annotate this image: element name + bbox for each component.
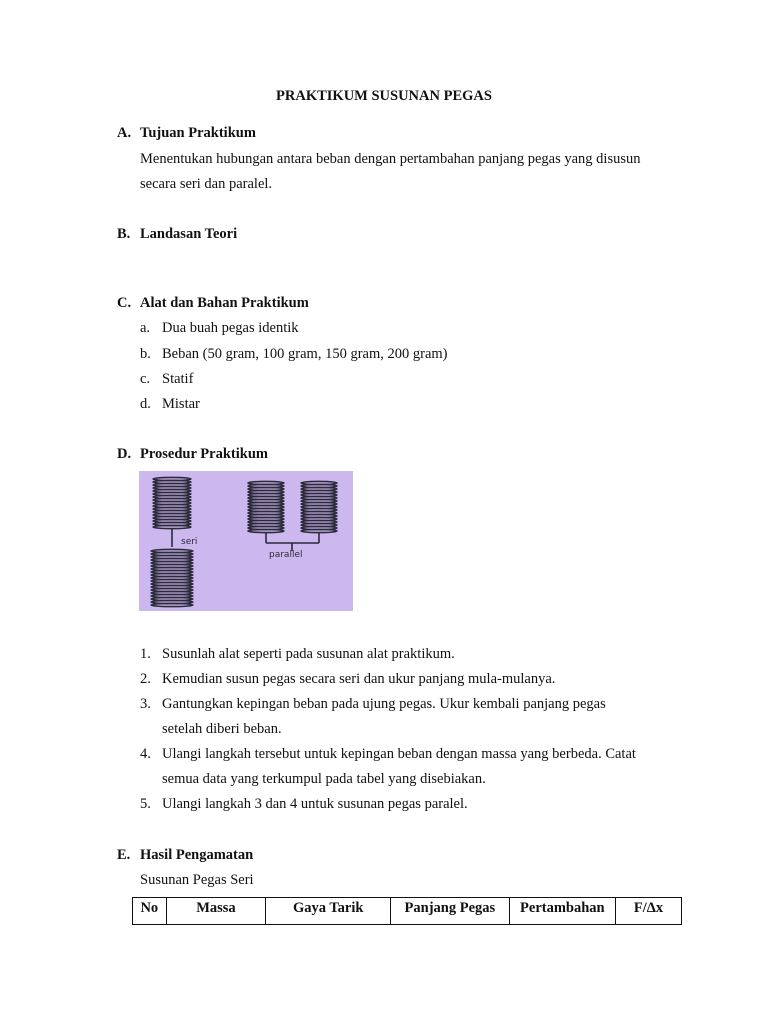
seri-label: seri: [181, 537, 198, 547]
list-item-text: Dua buah pegas identik: [162, 320, 299, 336]
table-header-cell: F/Δx: [616, 898, 682, 925]
series-spring-top: [153, 477, 191, 528]
section-c-heading: Alat dan Bahan Praktikum: [140, 295, 309, 311]
section-b-heading: Landasan Teori: [140, 226, 238, 242]
step-marker: 4.: [140, 746, 151, 762]
step-text: Ulangi langkah 3 dan 4 untuk susunan pegas paralel.: [162, 796, 468, 812]
list-item-text: Mistar: [162, 396, 200, 412]
spring-diagram: [139, 471, 353, 611]
step-text: Kemudian susun pegas secara seri dan ukur panjang mula-mulanya.: [162, 671, 556, 687]
list-item-marker: a.: [140, 320, 151, 336]
table-header-cell: Panjang Pegas: [391, 898, 509, 925]
table-header-cell: Massa: [166, 898, 266, 925]
step-marker: 3.: [140, 696, 151, 712]
series-spring-bottom: [151, 549, 193, 606]
section-e-heading: Hasil Pengamatan: [140, 847, 254, 863]
parallel-spring-left: [248, 481, 284, 532]
section-d-marker: D.: [117, 446, 132, 462]
step-text: Gantungkan kepingan beban pada ujung pegas. Ukur kembali panjang pegas: [162, 696, 606, 712]
step-text: Ulangi langkah tersebut untuk kepingan beban dengan massa yang berbeda. Catat: [162, 746, 636, 762]
step-marker: 5.: [140, 796, 151, 812]
section-a-heading: Tujuan Praktikum: [140, 125, 256, 141]
step-marker: 1.: [140, 646, 151, 662]
section-a-line-1: Menentukan hubungan antara beban dengan pertambahan panjang pegas yang disusun: [140, 151, 641, 167]
page-title: PRAKTIKUM SUSUNAN PEGAS: [276, 88, 492, 104]
section-c-marker: C.: [117, 295, 132, 311]
table-header-cell: No: [133, 898, 167, 925]
section-d-heading: Prosedur Praktikum: [140, 446, 268, 462]
observation-table: [132, 897, 682, 925]
step-text-continued: semua data yang terkumpul pada tabel yang disebiakan.: [162, 771, 486, 787]
table-caption: Susunan Pegas Seri: [140, 872, 254, 888]
step-text-continued: setelah diberi beban.: [162, 721, 282, 737]
list-item-text: Statif: [162, 371, 194, 387]
table-header-row: [133, 898, 682, 925]
step-marker: 2.: [140, 671, 151, 687]
list-item-text: Beban (50 gram, 100 gram, 150 gram, 200 gram): [162, 346, 448, 362]
section-e-marker: E.: [117, 847, 131, 863]
table-header-cell: Gaya Tarik: [266, 898, 391, 925]
section-b-marker: B.: [117, 226, 131, 242]
spring-arrangement-figure: [139, 471, 353, 611]
parallel-label: parallel: [269, 550, 303, 560]
list-item-marker: d.: [140, 396, 151, 412]
step-text: Susunlah alat seperti pada susunan alat praktikum.: [162, 646, 455, 662]
parallel-spring-right: [301, 481, 337, 532]
table-header-cell: Pertambahan: [509, 898, 616, 925]
section-a-line-2: secara seri dan paralel.: [140, 176, 273, 192]
section-a-marker: A.: [117, 125, 132, 141]
list-item-marker: c.: [140, 371, 151, 387]
list-item-marker: b.: [140, 346, 151, 362]
